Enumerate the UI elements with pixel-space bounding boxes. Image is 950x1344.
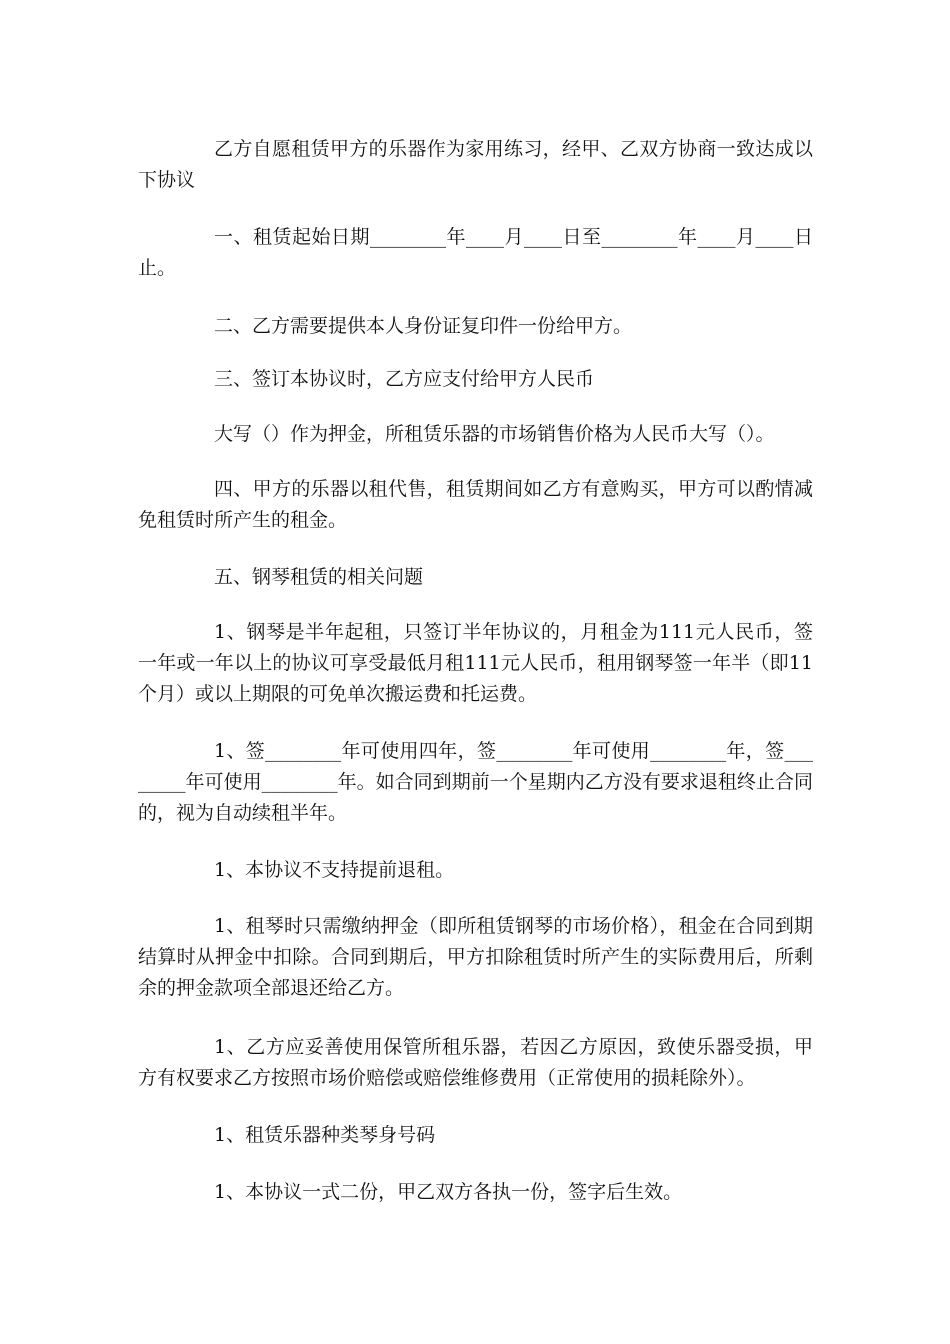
clause-deposit-amount: 大写（）作为押金，所租赁乐器的市场销售价格为人民币大写（）。 [214, 423, 775, 445]
clause-id-copy: 二、乙方需要提供本人身份证复印件一份给甲方。 [214, 315, 633, 337]
intro-paragraph: 乙方自愿租赁甲方的乐器作为家用练习，经甲、乙双方协商一致达成以下协议 [138, 138, 813, 191]
clause-lease-period: 一、租赁起始日期________年____月____日至________年____月____日止。 [138, 226, 813, 279]
item-copies-effective: 1、本协议一式二份，甲乙双方各执一份，签字后生效。 [214, 1181, 683, 1203]
item-deposit-settlement: 1、租琴时只需缴纳押金（即所租赁钢琴的市场价格），租金在合同到期结算时从押金中扣除。合同到期后，甲方扣除租赁时所产生的实际费用后，所剩余的押金款项全部退还给乙方。 [138, 915, 813, 999]
item-instrument-type: 1、租赁乐器种类琴身号码 [214, 1124, 436, 1146]
clause-rent-to-own: 四、甲方的乐器以租代售，租赁期间如乙方有意购买，甲方可以酌情减免租赁时所产生的租金。 [138, 478, 813, 531]
item-minimum-term: 1、钢琴是半年起租，只签订半年协议的，月租金为111元人民币，签一年或一年以上的协议可享受最低月租111元人民币，租用钢琴签一年半（即11个月）或以上期限的可免单次搬运费和托运费。 [138, 621, 813, 705]
item-usage-terms: 1、签________年可使用四年，签________年可使用________年，签________年可使用________年。如合同到期前一个星期内乙方没有要求退租终止合同的，视为自动续租半年。 [138, 740, 813, 824]
clause-payment: 三、签订本协议时，乙方应支付给甲方人民币 [214, 368, 595, 390]
item-damage-liability: 1、乙方应妥善使用保管所租乐器，若因乙方原因，致使乐器受损，甲方有权要求乙方按照市场价赔偿或赔偿维修费用（正常使用的损耗除外）。 [138, 1036, 813, 1089]
item-no-early-termination: 1、本协议不支持提前退租。 [214, 859, 455, 881]
section-piano-rental-heading: 五、钢琴租赁的相关问题 [214, 566, 424, 588]
